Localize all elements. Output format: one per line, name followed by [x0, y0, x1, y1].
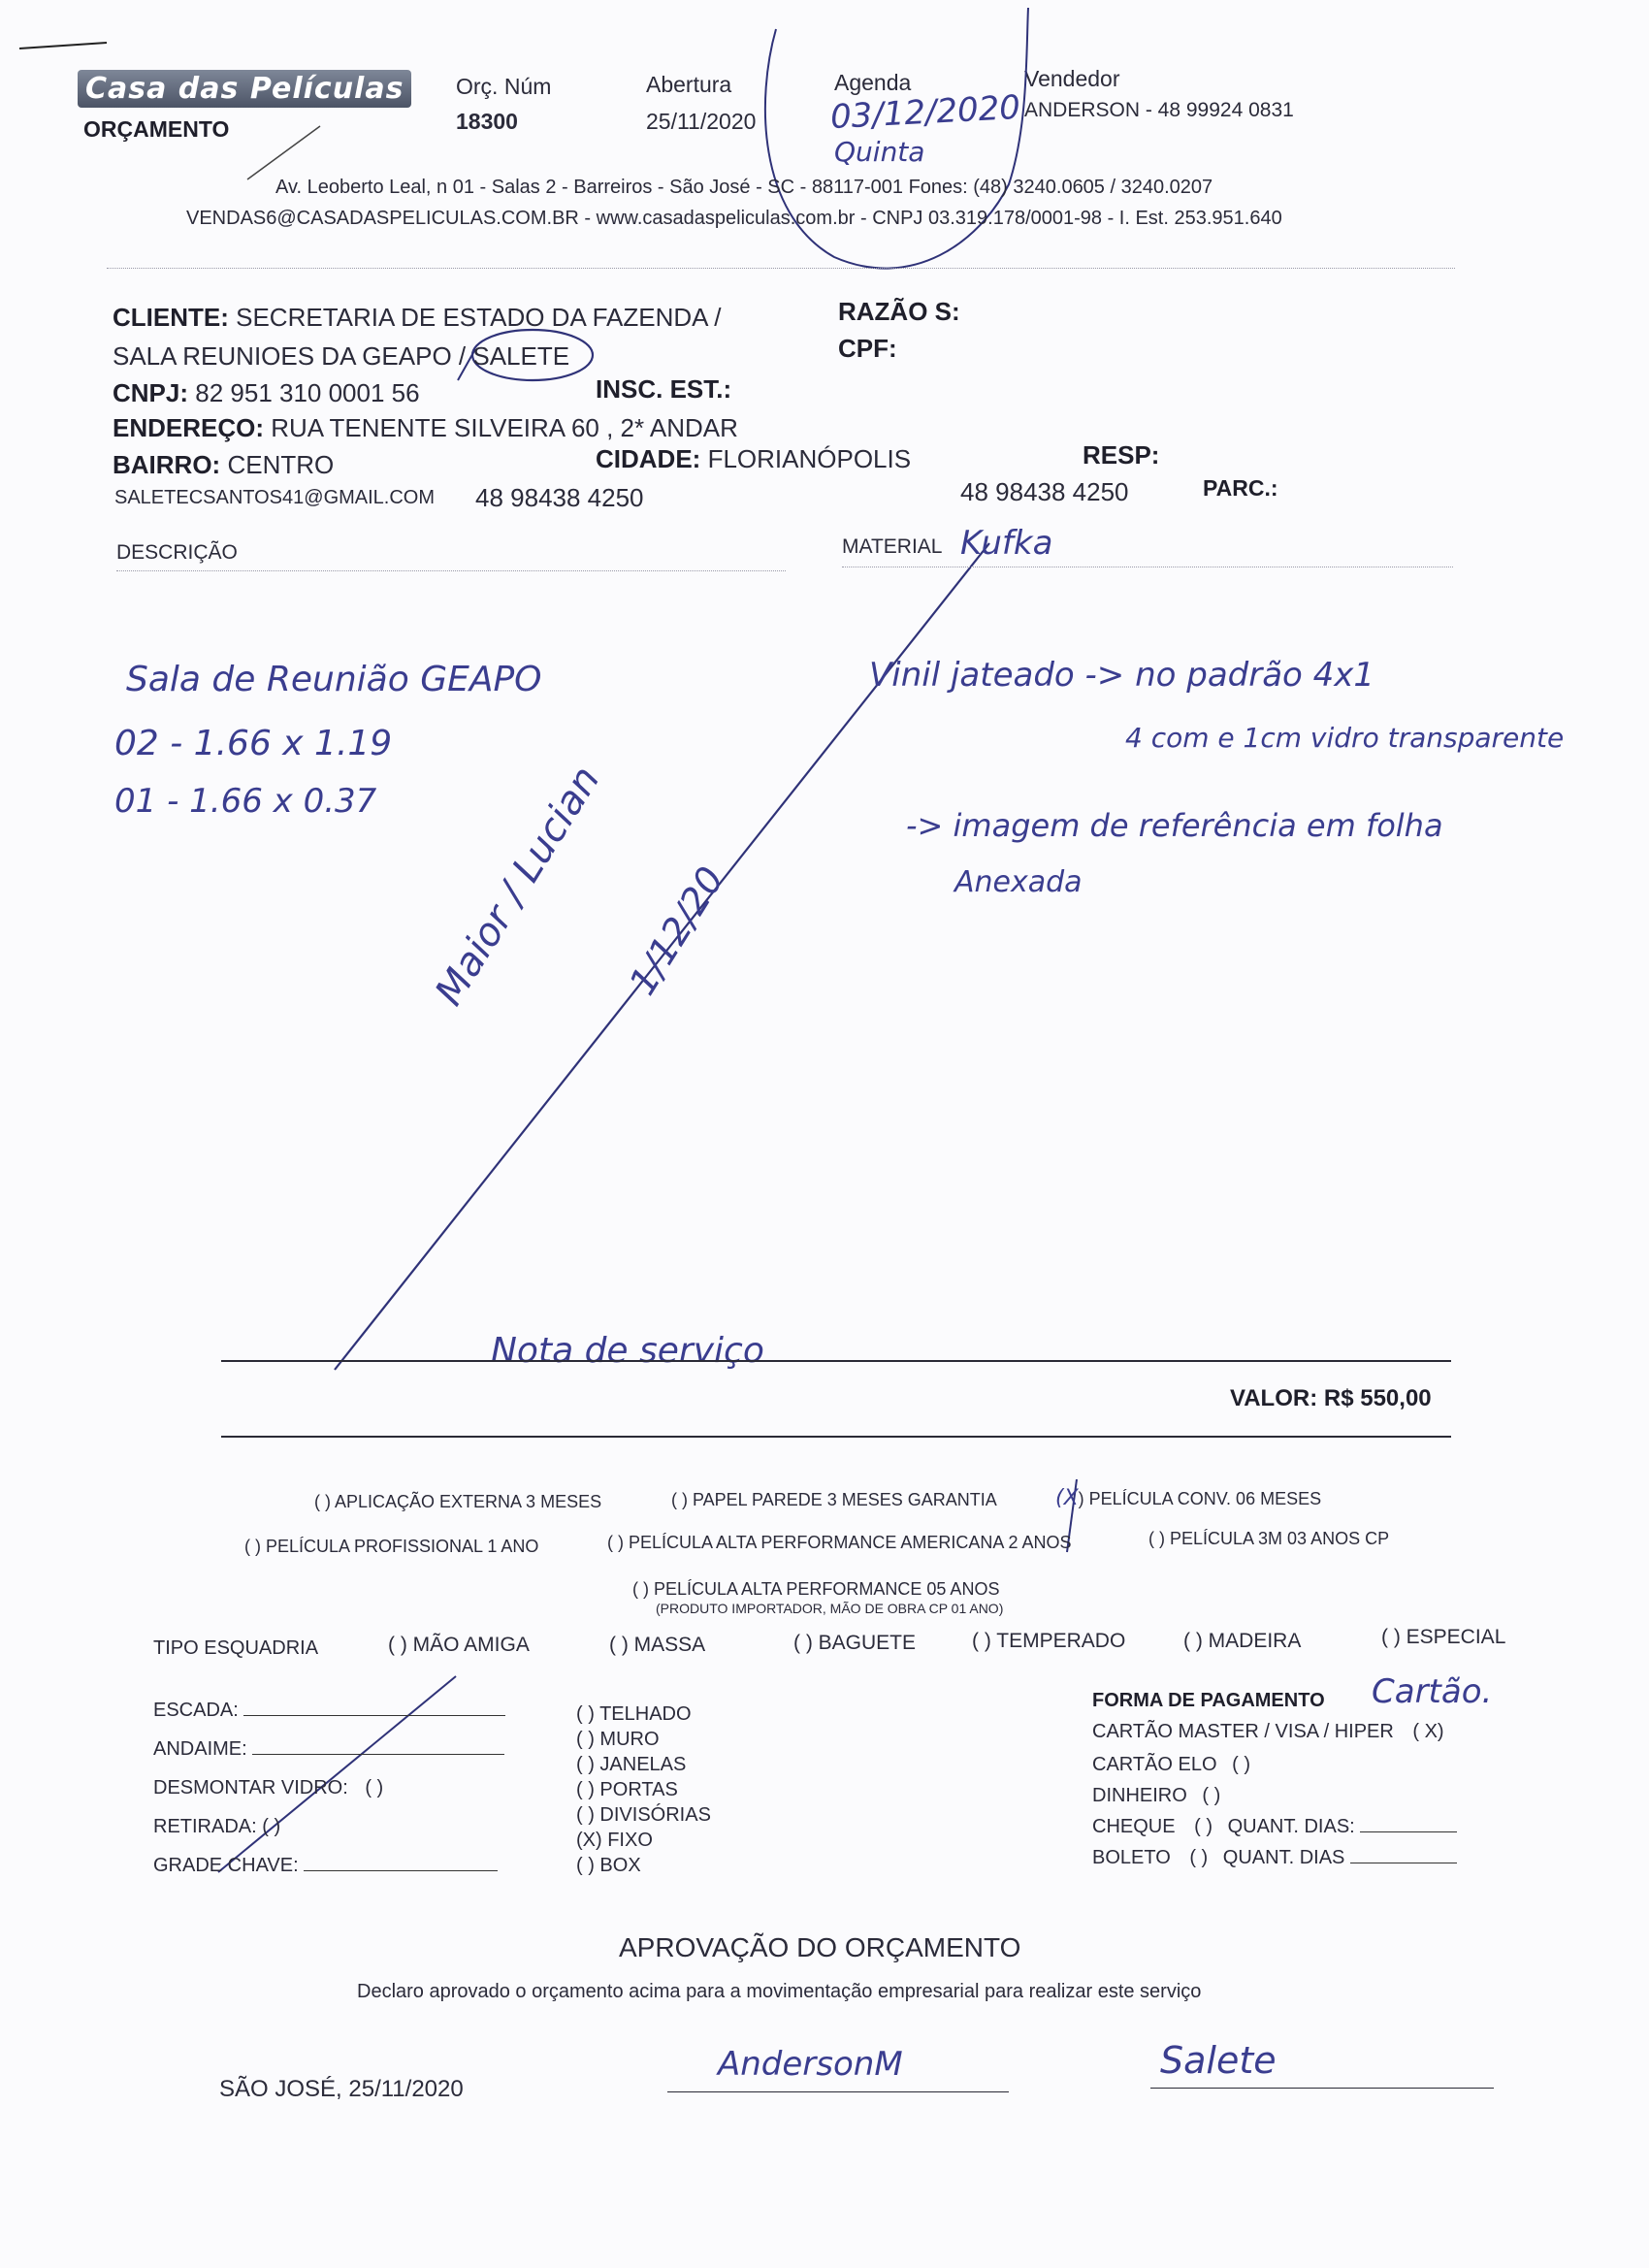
- local-janelas[interactable]: ( ) JANELAS: [576, 1754, 687, 1775]
- local-divisorias[interactable]: ( ) DIVISÓRIAS: [576, 1804, 711, 1826]
- option-pelicula-05-anos-note: (PRODUTO IMPORTADOR, MÃO DE OBRA CP 01 ANO): [656, 1601, 1004, 1616]
- agenda-date-handwritten: 03/12/2020: [829, 87, 1021, 138]
- parc-label: PARC.:: [1203, 475, 1278, 501]
- valor-top-rule: [221, 1360, 1451, 1362]
- bairro-label: BAIRRO:: [113, 450, 221, 479]
- cliente-label: CLIENTE:: [113, 303, 229, 332]
- cheque-label: CHEQUE: [1092, 1816, 1176, 1837]
- agenda-label: Agenda: [834, 70, 912, 95]
- handwritten-material-2: 4 com e 1cm vidro transparente: [1125, 722, 1565, 754]
- local-muro[interactable]: ( ) MURO: [576, 1729, 660, 1750]
- handwritten-anexada: Anexada: [954, 865, 1083, 899]
- cliente-name: SECRETARIA DE ESTADO DA FAZENDA /: [236, 303, 722, 332]
- logo: [78, 70, 411, 108]
- signature-client: Salete: [1160, 2039, 1277, 2082]
- escada-line: [243, 1715, 505, 1716]
- place-date: SÃO JOSÉ, 25/11/2020: [219, 2076, 464, 2102]
- email-value: SALETECSANTOS41@GMAIL.COM: [114, 487, 436, 508]
- company-contact: VENDAS6@CASADASPELICULAS.COM.BR - www.casadaspeliculas.com.br - CNPJ 03.319.178/0001-98 - I. Est. 253.951.640: [186, 208, 1282, 229]
- cpf-label: CPF:: [838, 334, 897, 363]
- dinheiro-box: ( ): [1202, 1785, 1221, 1806]
- option-pelicula-profissional[interactable]: ( ) PELÍCULA PROFISSIONAL 1 ANO: [244, 1537, 539, 1556]
- esquadria-label: TIPO ESQUADRIA: [153, 1637, 319, 1659]
- handwritten-material-1: Vinil jateado -> no padrão 4x1: [869, 656, 1375, 695]
- material-label: MATERIAL: [842, 535, 943, 558]
- phone-value-1: 48 98438 4250: [475, 483, 644, 512]
- boleto-label: BOLETO: [1092, 1847, 1171, 1868]
- retirada-field[interactable]: [153, 1816, 280, 1838]
- cheque-dias-label: QUANT. DIAS:: [1227, 1816, 1355, 1837]
- insc-label: INSC. EST.:: [596, 374, 732, 404]
- material-handwritten: Kufka: [960, 524, 1053, 563]
- cliente-line-1: [113, 303, 722, 333]
- option-pelicula-conv[interactable]: [1055, 1486, 1321, 1510]
- phone-value-2: 48 98438 4250: [960, 477, 1129, 506]
- signature-client-line: [1150, 2088, 1494, 2089]
- orc-label: Orç. Núm: [456, 74, 552, 99]
- cliente-contact-name: SALETE: [472, 341, 570, 371]
- esquadria-especial[interactable]: ( ) ESPECIAL: [1381, 1626, 1506, 1648]
- andaime-line: [252, 1754, 504, 1755]
- esquadria-massa[interactable]: ( ) MASSA: [609, 1634, 706, 1656]
- option-papel-parede[interactable]: ( ) PAPEL PAREDE 3 MESES GARANTIA: [671, 1490, 997, 1509]
- cnpj-row: [113, 378, 420, 408]
- esquadria-madeira[interactable]: ( ) MADEIRA: [1183, 1630, 1302, 1652]
- handwritten-diagonal-note: Maior / Lucian: [427, 759, 609, 1014]
- grade-label: GRADE CHAVE:: [153, 1855, 299, 1876]
- pagamento-dinheiro[interactable]: [1092, 1785, 1220, 1807]
- retirada-box: ( ): [262, 1816, 281, 1837]
- handwritten-measure-2: 01 - 1.66 x 0.37: [114, 782, 377, 821]
- option-pelicula-conv-mark: (X: [1055, 1486, 1079, 1510]
- descricao-label: DESCRIÇÃO: [116, 541, 238, 564]
- option-aplicacao-externa[interactable]: ( ) APLICAÇÃO EXTERNA 3 MESES: [314, 1492, 602, 1511]
- grade-line: [304, 1870, 498, 1871]
- cnpj-value: 82 951 310 0001 56: [195, 378, 420, 407]
- abertura-label: Abertura: [646, 72, 732, 97]
- valor-label: VALOR:: [1230, 1385, 1318, 1411]
- esquadria-temperado[interactable]: ( ) TEMPERADO: [972, 1630, 1126, 1652]
- pagamento-boleto[interactable]: [1092, 1847, 1457, 1869]
- header-divider: [107, 268, 1455, 269]
- option-pelicula-05-anos[interactable]: ( ) PELÍCULA ALTA PERFORMANCE 05 ANOS: [632, 1579, 1000, 1599]
- cheque-dias-line: [1360, 1831, 1457, 1832]
- valor-row: [1230, 1385, 1432, 1412]
- bairro-value: CENTRO: [227, 450, 335, 479]
- desmontar-field[interactable]: [153, 1777, 383, 1799]
- andaime-label: ANDAIME:: [153, 1738, 247, 1760]
- pagamento-cartao-master[interactable]: [1092, 1721, 1444, 1743]
- grade-field[interactable]: [153, 1855, 498, 1877]
- cartao-elo-box: ( ): [1232, 1754, 1251, 1775]
- option-pelicula-americana[interactable]: ( ) PELÍCULA ALTA PERFORMANCE AMERICANA 2 ANOS: [607, 1533, 1072, 1552]
- desmontar-box: ( ): [365, 1777, 384, 1798]
- vendedor-value: ANDERSON - 48 99924 0831: [1024, 99, 1294, 121]
- aprovacao-text: Declaro aprovado o orçamento acima para a movimentação empresarial para realizar este serviço: [357, 1981, 1202, 2002]
- pagamento-cartao-elo[interactable]: [1092, 1754, 1250, 1776]
- endereco-label: ENDEREÇO:: [113, 413, 265, 442]
- local-telhado[interactable]: ( ) TELHADO: [576, 1703, 692, 1725]
- handwritten-diagonal-date: 1/12/20: [621, 859, 732, 1003]
- boleto-box: ( ): [1189, 1847, 1209, 1868]
- local-fixo[interactable]: (X) FIXO: [576, 1830, 653, 1851]
- option-pelicula-3m[interactable]: ( ) PELÍCULA 3M 03 ANOS CP: [1148, 1529, 1390, 1548]
- endereco-row: [113, 413, 738, 443]
- handwritten-room: Sala de Reunião GEAPO: [126, 660, 542, 699]
- cheque-box: ( ): [1194, 1816, 1213, 1837]
- retirada-label: RETIRADA:: [153, 1816, 257, 1837]
- handwritten-nota-servico: Nota de serviço: [491, 1331, 764, 1371]
- pagamento-label: FORMA DE PAGAMENTO: [1092, 1690, 1325, 1711]
- desmontar-label: DESMONTAR VIDRO:: [153, 1777, 348, 1798]
- cliente-line-2: [113, 341, 569, 372]
- cartao-master-label: CARTÃO MASTER / VISA / HIPER: [1092, 1721, 1394, 1742]
- cidade-row: [596, 444, 911, 474]
- vendedor-label: Vendedor: [1024, 66, 1120, 91]
- cliente-room: SALA REUNIOES DA GEAPO /: [113, 341, 467, 371]
- agenda-day-handwritten: Quinta: [834, 136, 925, 168]
- escada-label: ESCADA:: [153, 1700, 239, 1721]
- bairro-row: [113, 450, 334, 480]
- orc-number: 18300: [456, 109, 518, 134]
- doc-type: ORÇAMENTO: [83, 116, 230, 142]
- dinheiro-label: DINHEIRO: [1092, 1785, 1187, 1806]
- aprovacao-title: APROVAÇÃO DO ORÇAMENTO: [619, 1932, 1021, 1962]
- pagamento-handwritten: Cartão.: [1372, 1672, 1493, 1711]
- esquadria-mao-amiga[interactable]: ( ) MÃO AMIGA: [388, 1634, 530, 1656]
- cidade-label: CIDADE:: [596, 444, 701, 473]
- escada-field[interactable]: [153, 1700, 505, 1722]
- cartao-elo-label: CARTÃO ELO: [1092, 1754, 1217, 1775]
- razao-label: RAZÃO S:: [838, 297, 960, 326]
- valor-value: R$ 550,00: [1323, 1385, 1432, 1411]
- handwritten-measure-1: 02 - 1.66 x 1.19: [114, 724, 393, 763]
- local-portas[interactable]: ( ) PORTAS: [576, 1779, 678, 1800]
- handwritten-reference: -> imagem de referência em folha: [906, 807, 1443, 844]
- local-box[interactable]: ( ) BOX: [576, 1855, 641, 1876]
- valor-bottom-rule: [221, 1436, 1451, 1438]
- cidade-value: FLORIANÓPOLIS: [707, 444, 912, 473]
- andaime-field[interactable]: [153, 1738, 504, 1761]
- boleto-dias-label: QUANT. DIAS: [1222, 1847, 1345, 1868]
- option-pelicula-conv-label: ) PELÍCULA CONV. 06 MESES: [1078, 1489, 1322, 1508]
- descricao-divider: [116, 570, 786, 571]
- cartao-master-box: ( X): [1412, 1721, 1444, 1742]
- company-address: Av. Leoberto Leal, n 01 - Salas 2 - Barreiros - São José - SC - 88117-001 Fones: (48) 3240.0605 / 3240.0207: [275, 177, 1213, 198]
- esquadria-baguete[interactable]: ( ) BAGUETE: [793, 1632, 917, 1654]
- pagamento-cheque[interactable]: [1092, 1816, 1457, 1838]
- cnpj-label: CNPJ:: [113, 378, 189, 407]
- logo-text: Casa das Películas: [85, 72, 404, 106]
- endereco-value: RUA TENENTE SILVEIRA 60 , 2* ANDAR: [271, 413, 738, 442]
- abertura-date: 25/11/2020: [646, 109, 757, 134]
- signature-seller: AndersonM: [718, 2045, 903, 2084]
- resp-label: RESP:: [1083, 440, 1160, 470]
- signature-seller-line: [667, 2091, 1009, 2092]
